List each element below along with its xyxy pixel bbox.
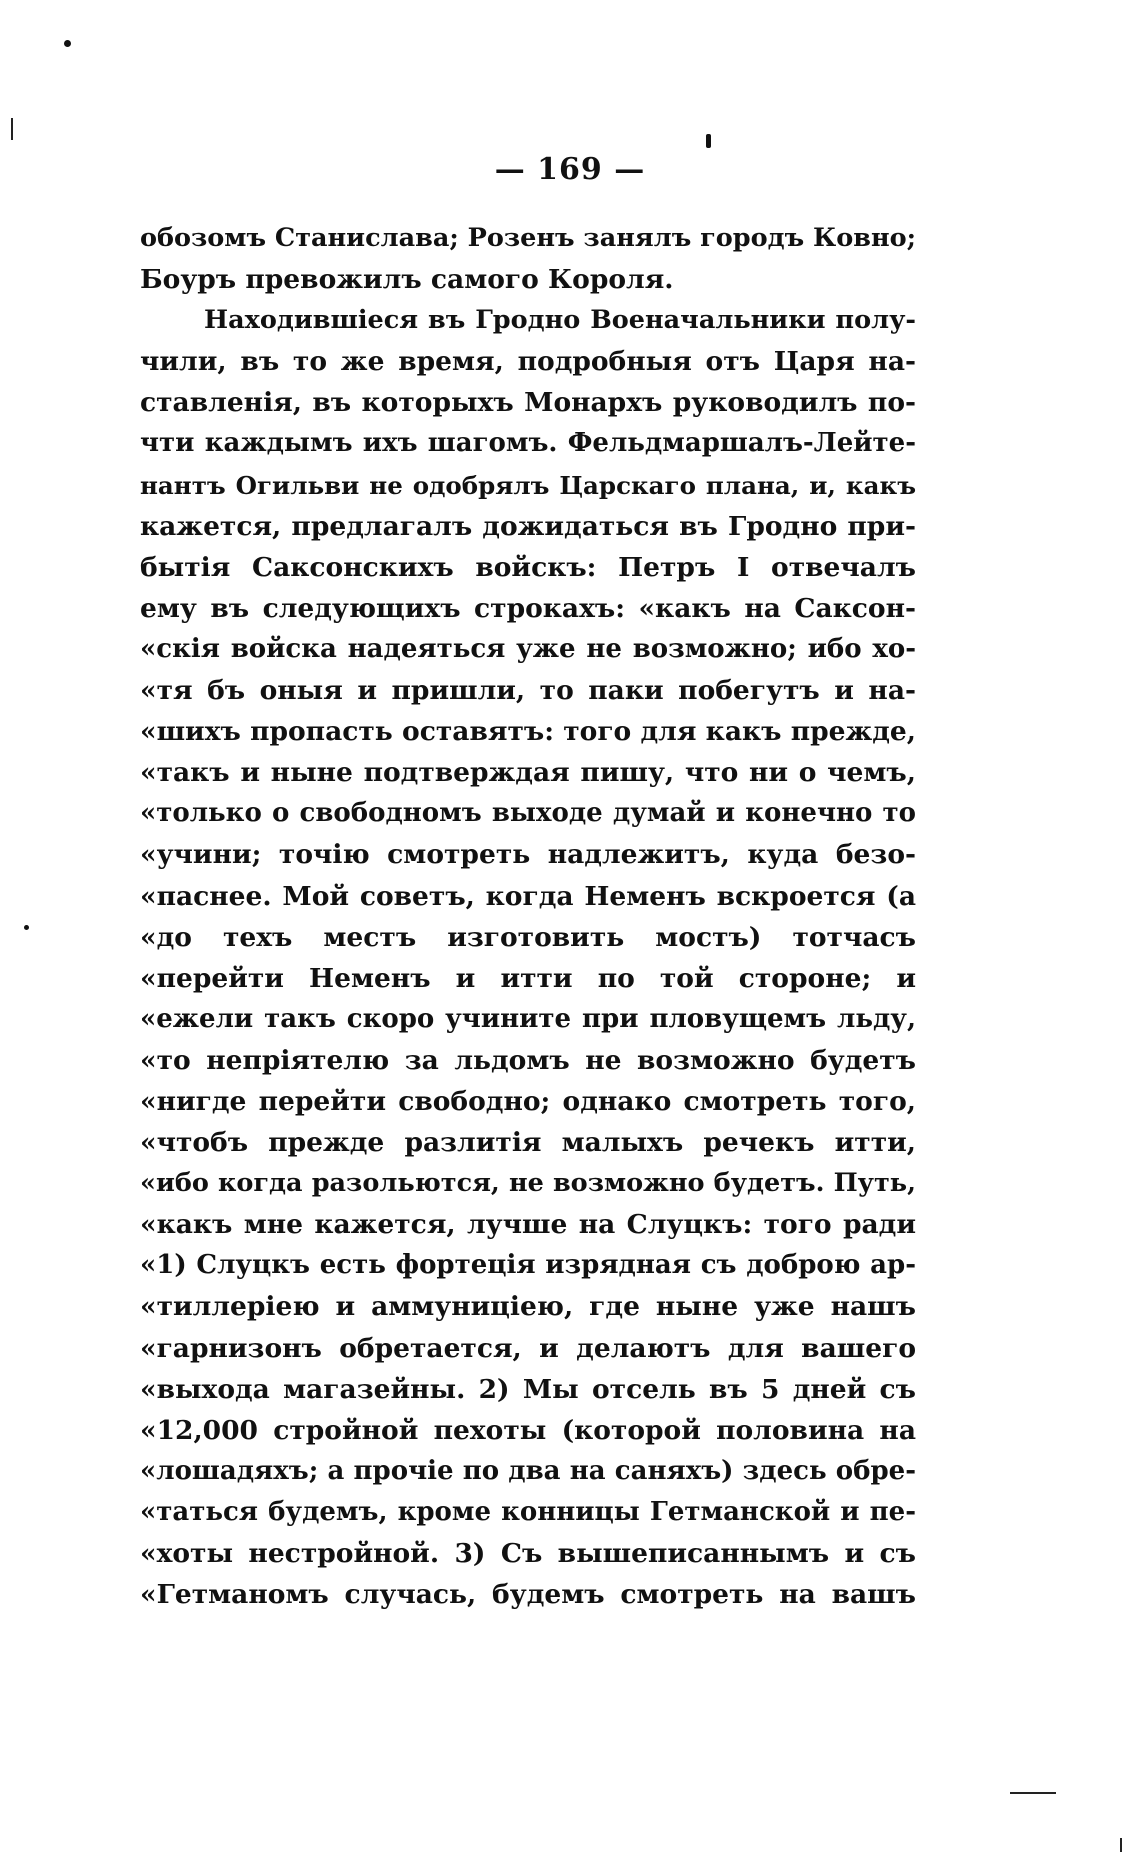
text-line: «нигде перейти свободно; однако смотреть того,: [140, 1085, 916, 1117]
text-line: кажется, предлагалъ дожидаться въ Гродно при-: [140, 510, 916, 542]
text-line: «выхода магазейны. 2) Мы отсель въ 5 дней съ: [140, 1373, 916, 1405]
text-line: «тиллеріею и аммуниціею, где ныне уже нашъ: [140, 1291, 916, 1323]
scan-edge-mark: [1120, 1838, 1122, 1852]
text-line: «12,000 стройной пехоты (которой половина на: [140, 1414, 916, 1446]
scan-margin-mark: [11, 118, 13, 140]
text-line: «чтобъ прежде разлитія малыхъ речекъ итти,: [140, 1127, 916, 1159]
text-line: «до техъ местъ изготовить мостъ) тотчасъ: [140, 921, 916, 953]
text-line: «какъ мне кажется, лучше на Слуцкъ: того ради: [140, 1209, 916, 1241]
text-line: «шихъ пропасть оставятъ: того для какъ прежде,: [140, 716, 916, 748]
text-line: «учини; точію смотреть надлежитъ, куда безо-: [140, 839, 916, 871]
scan-edge-line: [1010, 1792, 1056, 1794]
text-line: «таться будемъ, кроме конницы Гетманской и пе-: [140, 1496, 916, 1527]
text-line: «ежели такъ скоро учините при пловущемъ льду,: [140, 1003, 916, 1034]
page-number: — 169 —: [494, 152, 646, 187]
text-line: бытія Саксонскихъ войскъ: Петръ I отвечалъ: [140, 551, 916, 583]
text-line: «лошадяхъ; а прочіе по два на саняхъ) здесь обре-: [140, 1455, 916, 1486]
text-line: Находившіеся въ Гродно Военачальники полу-: [204, 305, 916, 336]
scan-speck: [706, 134, 711, 148]
text-line: ему въ следующихъ строкахъ: «какъ на Саксон-: [140, 592, 916, 624]
text-line: «перейти Неменъ и итти по той стороне; и: [140, 962, 916, 994]
scan-speck: [24, 925, 29, 930]
text-line: «скія войска надеяться уже не возможно; ибо хо-: [140, 633, 916, 664]
text-line: «только о свободномъ выходе думай и конечно то: [140, 798, 916, 829]
text-line: нантъ Огильви не одобрялъ Царскаго плана, и, какъ: [140, 470, 916, 500]
text-line: обозомъ Станислава; Розенъ занялъ городъ Ковно;: [140, 223, 917, 253]
text-line: «ибо когда разольются, не возможно будетъ. Путь,: [140, 1168, 916, 1199]
text-line: «гарнизонъ обретается, и делаютъ для вашего: [140, 1332, 916, 1364]
text-line: «Гетманомъ случась, будемъ смотреть на вашъ: [140, 1579, 916, 1611]
scan-speck: [64, 40, 71, 47]
text-line: «паснее. Мой советъ, когда Неменъ вскроется (а: [140, 880, 916, 912]
text-line: «то непріятелю за льдомъ не возможно будетъ: [140, 1044, 916, 1076]
text-line: «1) Слуцкъ есть фортеція изрядная съ доброю ар-: [140, 1250, 916, 1281]
text-line: «хоты нестройной. 3) Съ вышеписаннымъ и съ: [140, 1538, 916, 1569]
body-text: [140, 218, 916, 1615]
text-line: чти каждымъ ихъ шагомъ. Фельдмаршалъ-Лейте-: [140, 428, 916, 459]
text-line: «такъ и ныне подтверждая пишу, что ни о чемъ,: [140, 757, 916, 789]
text-line: ставленія, въ которыхъ Монархъ руководилъ по-: [140, 387, 916, 419]
text-line: «тя бъ оныя и пришли, то паки побегутъ и на-: [140, 675, 916, 707]
text-line: Боуръ превожилъ самого Короля.: [140, 264, 674, 296]
text-line: чили, въ то же время, подробныя отъ Царя на-: [140, 346, 916, 378]
